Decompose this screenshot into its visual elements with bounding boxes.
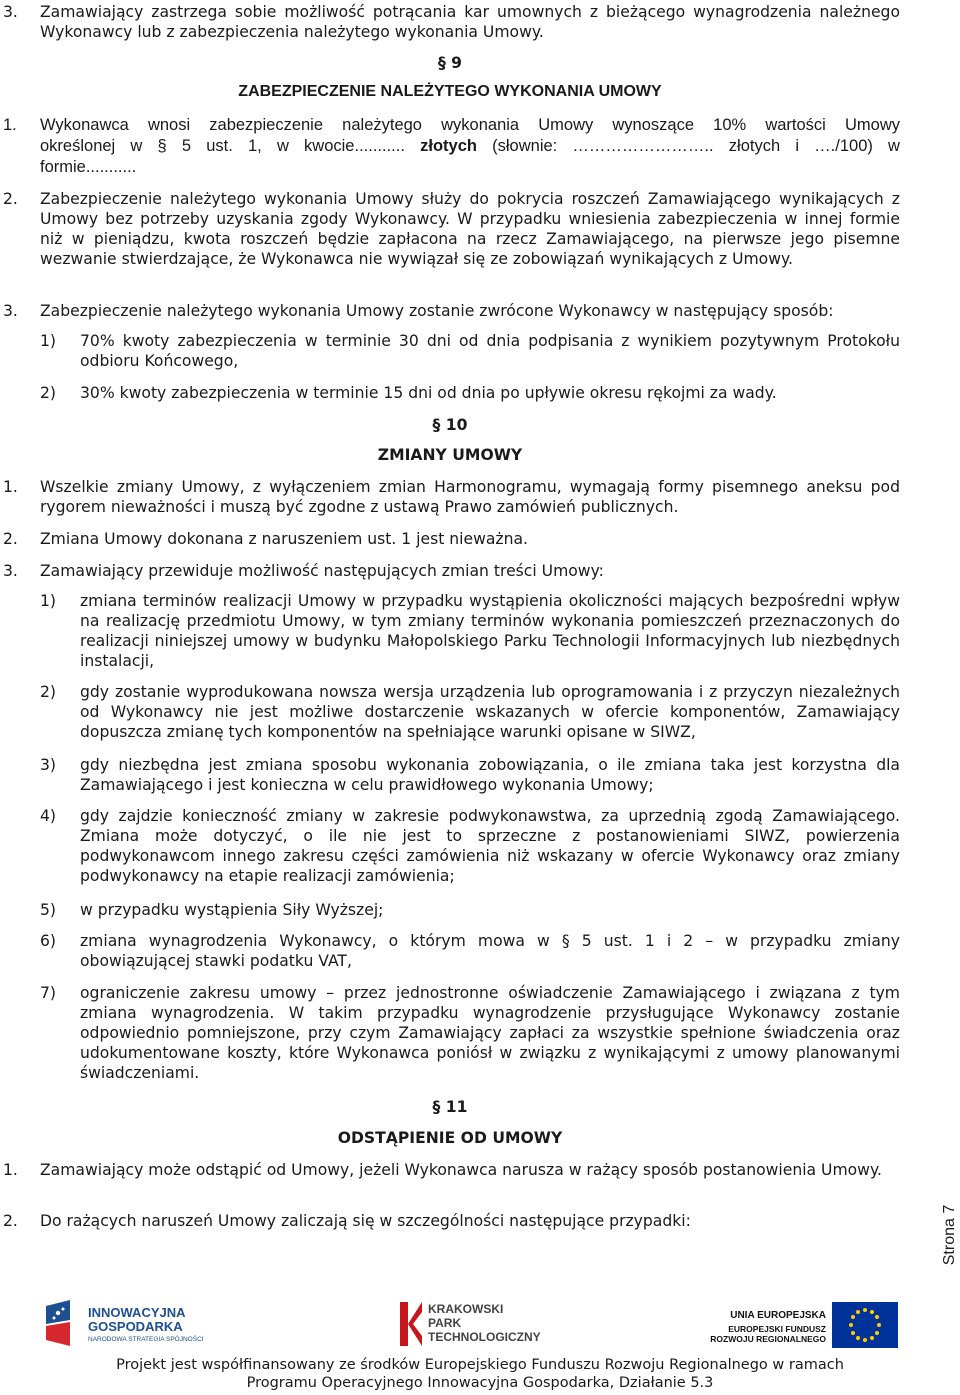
line-text: określonej w § 5 ust. 1, w kwocie (40, 137, 355, 155)
footer-line-1: Projekt jest współfinansowany ze środków Europejskiego Funduszu Rozwoju Regionalnego w ramach (116, 1357, 844, 1373)
blank-dots: ........... (354, 137, 405, 155)
section-10-paragraph-3 (0, 561, 900, 581)
paragraph-number: 2. (3, 190, 18, 208)
paragraph-3-top (0, 2, 900, 42)
footer-line-2: Programu Operacyjnego Innowacyjna Gospodarka, Działanie 5.3 (246, 1375, 714, 1391)
paragraph-number: 1. (3, 116, 17, 134)
blank-dots: ........... (85, 158, 137, 176)
section-11-paragraph-2 (0, 1211, 900, 1231)
list-text: gdy zajdzie konieczność zmiany w zakresie podwykonawstwa, za uprzednią zgodą Zamawiającego. Zmiana może dotyczyć, o ile nie jest to sprzeczne z postanowieniami SIWZ, powierzenia podwykonawcom innego zakresu części zamówienia niż wskazany w ofercie Wykonawcy oraz zmiany podwykonawcy na etapie realizacji zamówienia; (80, 807, 900, 885)
list-number: 2) (40, 384, 57, 402)
list-item (40, 755, 900, 795)
page-number-text: Strona 7 (941, 1204, 958, 1266)
section-11-title: ODSTĄPIENIE OD UMOWY (337, 1129, 563, 1147)
logo-text-3: ROZWOJU REGIONALNEGO (710, 1334, 826, 1344)
logo-text-1: KRAKOWSKI (428, 1302, 504, 1316)
paragraph-text: Zabezpieczenie należytego wykonania Umowy służy do pokrycia roszczeń Zamawiającego wynikających z Umowy bez potrzeby uzyskania zgody Wykonawcy. W przypadku wniesienia zabezpieczenia w innej formie niż w pieniądzu, kwota roszczeń będzie zapłacona na rzecz Zamawiającego, na pierwsze jego pisemne wezwanie stwierdzające, że Wykonawca nie wywiązał się ze zobowiązań wynikających z Umowy. (40, 190, 900, 268)
paragraph-text: Wszelkie zmiany Umowy, z wyłączeniem zmian Harmonogramu, wymagają formy pisemnego aneksu pod rygorem nieważności i muszą być zgodne z ustawą Prawo zamówień publicznych. (40, 478, 900, 516)
list-number: 1) (40, 332, 57, 350)
list-number: 3) (40, 756, 57, 774)
paragraph-text: Zamawiający przewiduje możliwość następujących zmian treści Umowy: (40, 562, 604, 580)
logo-text-3: NARODOWA STRATEGIA SPÓJNOŚCI (88, 1336, 204, 1343)
section-9-sign: § 9 (437, 54, 463, 72)
paragraph-number: 2. (3, 1212, 18, 1230)
list-text: zmiana terminów realizacji Umowy w przypadku wystąpienia okoliczności mających bezpośredni wpływ na realizację przedmiotu Umowy, w tym zmiany terminów wykonania pomieszczeń przeznaczonych do realizacji niniejszej umowy w budynku Małopolskiego Parku Technologii Informacyjnych lub niezbędnych instalacji, (80, 592, 900, 670)
paragraph-text: Zmiana Umowy dokonana z naruszeniem ust. 1 jest nieważna. (40, 530, 528, 548)
list-item (40, 591, 900, 671)
list-item (40, 331, 900, 371)
eu-flag-icon (832, 1302, 898, 1348)
paragraph-text: Do rażących naruszeń Umowy zaliczają się w szczególności następujące przypadki: (40, 1212, 691, 1230)
list-number: 4) (40, 807, 57, 825)
list-item (40, 931, 900, 971)
section-10-paragraph-1 (0, 477, 900, 517)
unia-europejska-logo (700, 1300, 900, 1352)
list-text: gdy niezbędna jest zmiana sposobu wykonania zobowiązania, o ile zmiana taka jest korzystna dla Zamawiającego i jest konieczna w celu prawidłowego wykonania Umowy; (80, 756, 900, 794)
innowacyjna-gospodarka-emblem-icon (44, 1300, 84, 1348)
section-9-paragraph-2 (0, 189, 900, 269)
list-text: ograniczenie zakresu umowy – przez jednostronne oświadczenie Zamawiającego i związana z tym zmiana wynagrodzenia. W takim przypadku wynagrodzenie przysługujące Wykonawcy zostanie odpowiednio pomniejszone, przy czym Zamawiający zapłaci za wszystkie spełnione świadczenia oraz udokumentowane koszty, które Wykonawca poniósł w związku z wynikającymi z umowy planowanymi świadczeniami. (80, 984, 900, 1082)
paragraph-number: 1. (3, 478, 18, 496)
krakowski-park-technologiczny-logo (400, 1300, 570, 1348)
page-number-label (930, 1195, 960, 1275)
list-text: zmiana wynagrodzenia Wykonawcy, o którym mowa w § 5 ust. 1 i 2 – w przypadku zmiany obowiązującej stawki podatku VAT, (80, 932, 900, 970)
list-item (40, 806, 900, 886)
paragraph-number: 3. (3, 302, 18, 320)
paragraph-number: 1. (3, 1161, 18, 1179)
paragraph-line-2 (40, 136, 900, 157)
ktp-emblem-icon (400, 1302, 422, 1346)
section-9-title: ZABEZPIECZENIE NALEŻYTEGO WYKONANIA UMOWY (238, 83, 662, 100)
list-number: 2) (40, 683, 57, 701)
paragraph-number: 3. (3, 3, 18, 21)
innowacyjna-gospodarka-logo (44, 1300, 214, 1348)
list-text: 70% kwoty zabezpieczenia w terminie 30 dni od dnia podpisania z wynikiem pozytywnym Protokołu odbioru Końcowego, (80, 332, 900, 370)
list-item (40, 383, 900, 403)
list-number: 1) (40, 592, 57, 610)
list-number: 6) (40, 932, 57, 950)
logo-text-2: PARK (428, 1316, 462, 1330)
section-10-sign: § 10 (432, 416, 468, 434)
paragraph-line-3 (40, 157, 900, 178)
list-text: gdy zostanie wyprodukowana nowsza wersja urządzenia lub oprogramowania i z przyczyn niezależnych od Wykonawcy nie jest możliwe dostarczenie wskazanych w ofercie komponentów, Zamawiający dopuszcza zmianę tych komponentów na spełniające warunki opisane w SIWZ, (80, 683, 900, 741)
line-text: (słownie: …………………….. złotych i …./100) w (492, 137, 900, 155)
section-10-paragraph-2 (0, 529, 900, 549)
paragraph-text: Zabezpieczenie należytego wykonania Umowy zostanie zwrócone Wykonawcy w następujący sposób: (40, 302, 834, 320)
logo-text-1: UNIA EUROPEJSKA (730, 1310, 826, 1321)
list-item (40, 900, 900, 920)
paragraph-text: Zamawiający może odstąpić od Umowy, jeżeli Wykonawca narusza w rażący sposób postanowienia Umowy. (40, 1161, 882, 1179)
paragraph-number: 2. (3, 530, 18, 548)
list-number: 5) (40, 901, 57, 919)
list-text: 30% kwoty zabezpieczenia w terminie 15 dni od dnia po upływie okresu rękojmi za wady. (80, 384, 777, 402)
line-text: formie (40, 158, 86, 176)
section-11-sign: § 11 (432, 1098, 468, 1116)
section-11-paragraph-1 (0, 1160, 900, 1180)
logo-text-1: INNOWACYJNA (88, 1305, 186, 1320)
section-9-paragraph-1 (0, 115, 900, 178)
currency-word: złotych (420, 137, 477, 155)
paragraph-line-1: Wykonawca wnosi zabezpieczenie należytego wykonania Umowy wynoszące 10% wartości Umowy (40, 116, 900, 134)
list-item (40, 682, 900, 742)
logo-text-3: TECHNOLOGICZNY (428, 1330, 541, 1344)
paragraph-number: 3. (3, 562, 18, 580)
section-10-title: ZMIANY UMOWY (377, 446, 523, 464)
logo-text-2: GOSPODARKA (88, 1319, 183, 1334)
paragraph-text: Zamawiający zastrzega sobie możliwość potrącania kar umownych z bieżącego wynagrodzenia należnego Wykonawcy lub z zabezpieczenia należytego wykonania Umowy. (40, 3, 900, 41)
logo-text-2: EUROPEJSKI FUNDUSZ (728, 1324, 826, 1334)
list-number: 7) (40, 984, 57, 1002)
section-9-paragraph-3 (0, 301, 900, 321)
list-text: w przypadku wystąpienia Siły Wyższej; (80, 901, 384, 919)
list-item (40, 983, 900, 1083)
